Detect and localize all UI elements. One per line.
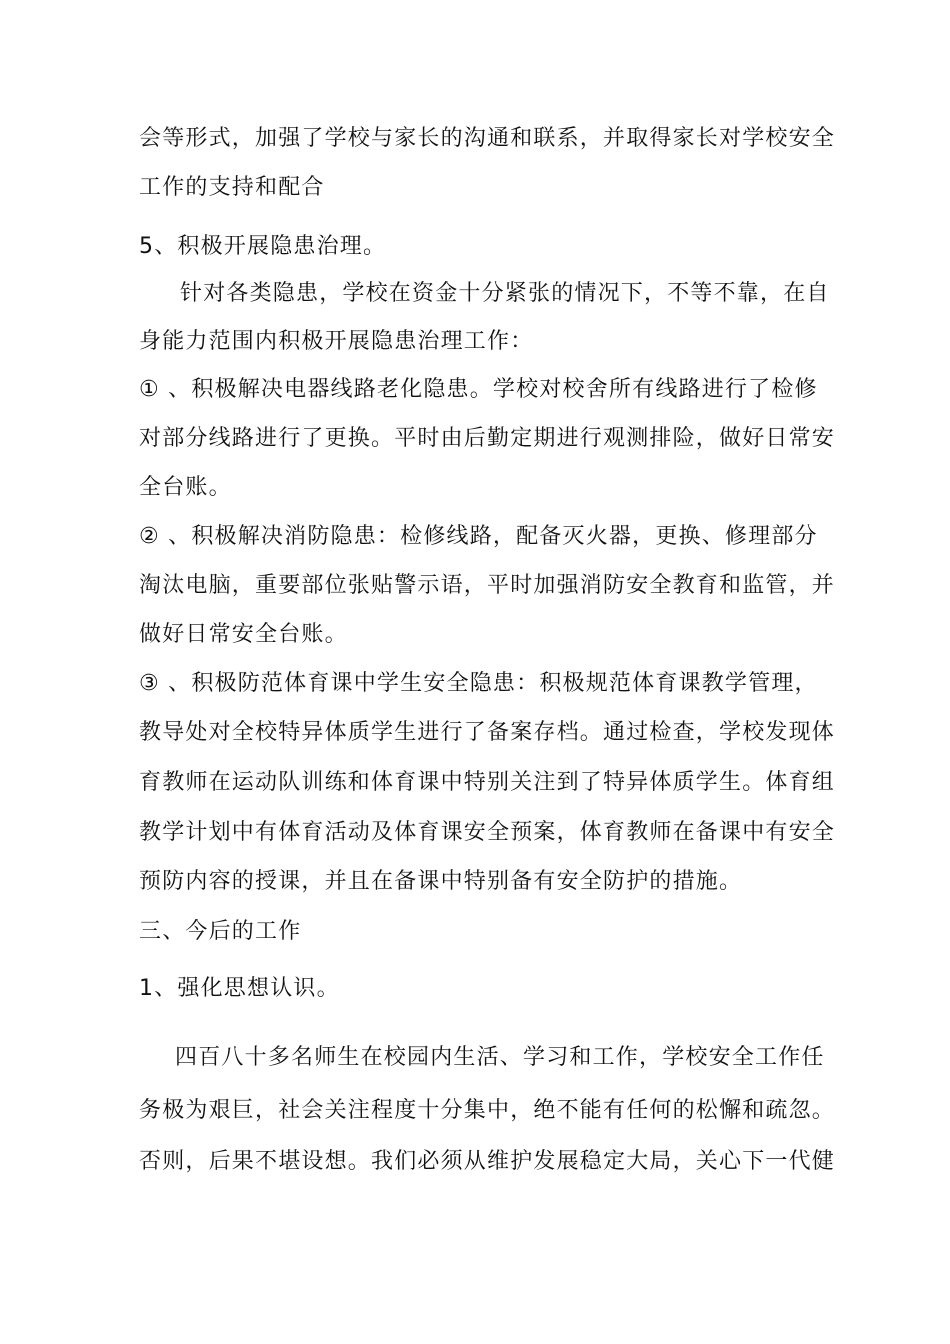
list-item-line: 淘汰电脑，重要部位张贴警示语，平时加强消防安全教育和监管，并 <box>139 573 836 598</box>
paragraph-line: 针对各类隐患，学校在资金十分紧张的情况下，不等不靠，在自 <box>180 281 830 306</box>
paragraph-line: 务极为艰巨，社会关注程度十分集中，绝不能有任何的松懈和疏忽。 <box>139 1098 836 1123</box>
paragraph-line: 会等形式，加强了学校与家长的沟通和联系，并取得家长对学校安全 <box>139 126 836 151</box>
section-heading: 5、积极开展隐患治理。 <box>139 234 387 259</box>
list-item-line: 对部分线路进行了更换。平时由后勤定期进行观测排险，做好日常安 <box>139 426 836 451</box>
list-item-line: ① 、积极解决电器线路老化隐患。学校对校舍所有线路进行了检修 <box>139 377 818 402</box>
list-item-line: ③ 、积极防范体育课中学生安全隐患：积极规范体育课教学管理， <box>139 671 818 696</box>
list-item-line: ② 、积极解决消防隐患：检修线路，配备灭火器，更换、修理部分 <box>139 524 818 549</box>
list-item-line: 预防内容的授课，并且在备课中特别备有安全防护的措施。 <box>139 869 743 894</box>
list-item-line: 育教师在运动队训练和体育课中特别关注到了特异体质学生。体育组 <box>139 770 836 795</box>
list-item-line: 教导处对全校特异体质学生进行了备案存档。通过检查，学校发现体 <box>139 720 836 745</box>
list-item-line: 教学计划中有体育活动及体育课安全预案，体育教师在备课中有安全 <box>139 820 836 845</box>
paragraph-line: 工作的支持和配合 <box>139 175 325 200</box>
section-heading: 1、强化思想认识。 <box>139 976 340 1001</box>
list-item-line: 全台账。 <box>139 475 232 500</box>
paragraph-line: 四百八十多名师生在校园内生活、学习和工作，学校安全工作任 <box>175 1045 825 1070</box>
paragraph-line: 否则，后果不堪设想。我们必须从维护发展稳定大局，关心下一代健 <box>139 1149 836 1174</box>
section-heading: 三、今后的工作 <box>139 919 302 944</box>
paragraph-line: 身能力范围内积极开展隐患治理工作： <box>139 329 534 354</box>
list-item-line: 做好日常安全台账。 <box>139 622 348 647</box>
